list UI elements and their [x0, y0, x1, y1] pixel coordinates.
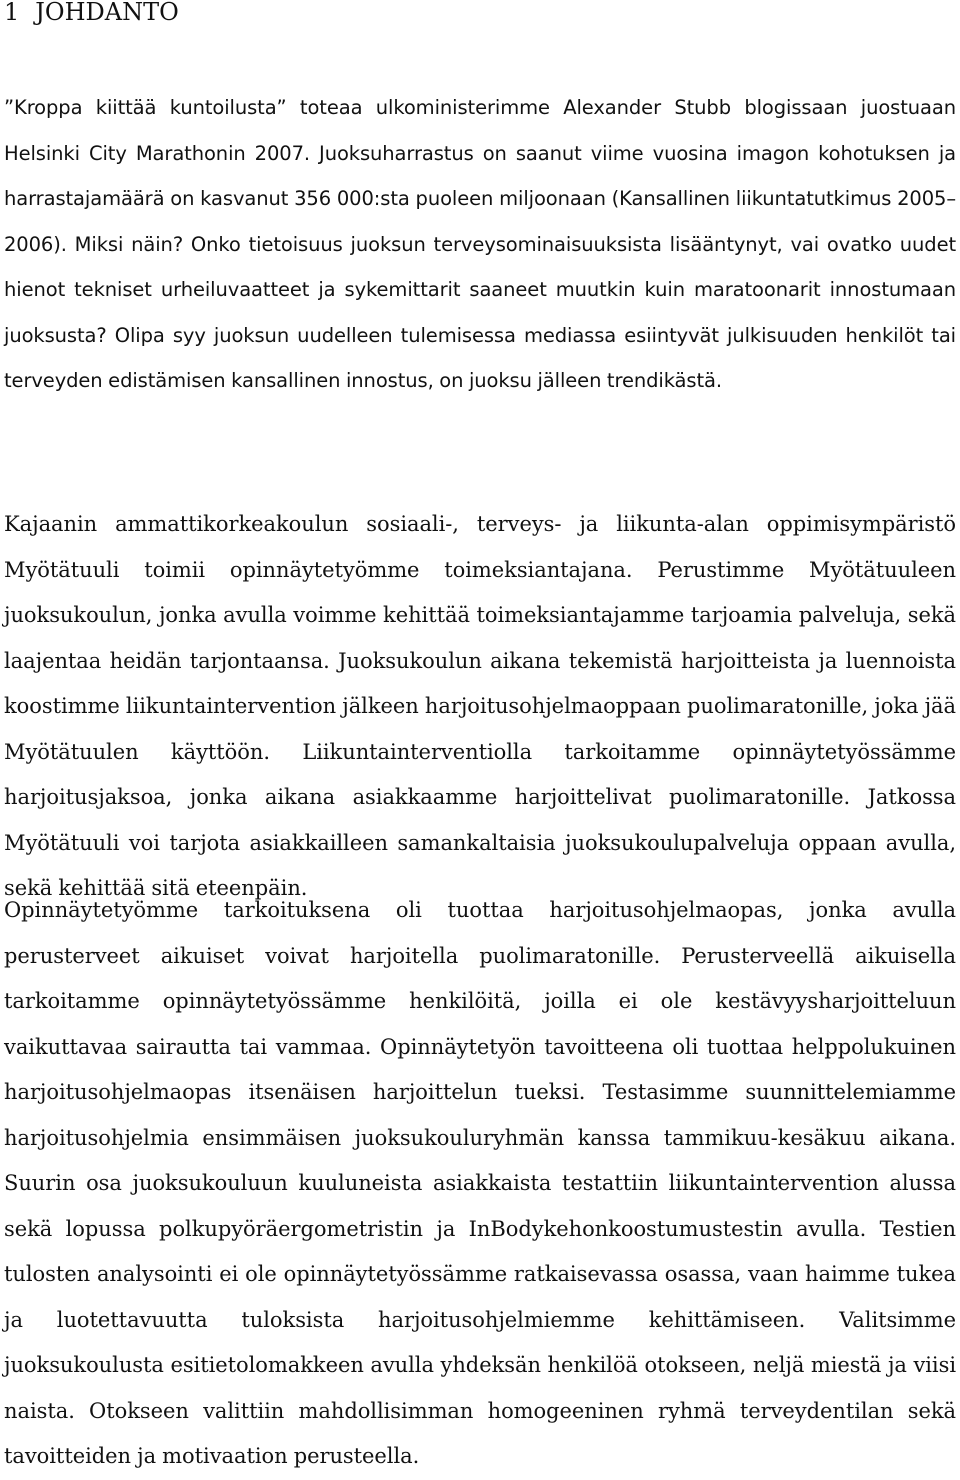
- paragraph-intro-sentence-b: Onko tietoisuus juoksun terveysominaisuuksista lisääntynyt, vai ovatko uudet hienot tekniset urheiluvaatteet ja sykemittarit saaneet muutkin kuin maratoonarit innostumaan juoksusta?: [4, 232, 957, 347]
- section-heading: [4, 0, 179, 28]
- section-title: JOHDANTO: [35, 0, 179, 26]
- paragraph-intro-sentence-a: ”Kroppa kiittää kuntoilusta” toteaa ulkoministerimme Alexander Stubb blogissaan juostuaan Helsinki City Marathonin 2007. Juoksuharrastus on saanut viime vuosina imagon kohotuksen ja harrastajamäärä on kasvanut 356 000:sta puoleen miljoonaan (Kansallinen liikuntatutkimus 2005–2006). Miksi näin?: [4, 96, 956, 256]
- paragraph-intro: [4, 85, 956, 404]
- paragraph-commissioner: Kajaanin ammattikorkeakoulun sosiaali-, terveys- ja liikunta-alan oppimisympäristö Myötätuuli toimii opinnäytetyömme toimeksiantajana. Perustimme Myötätuuleen juoksukoulun, jonka avulla voimme kehittää toimeksiantajamme tarjoamia palveluja, sekä laajentaa heidän tarjontaansa. Juoksukoulun aikana tekemistä harjoitteista ja luennoista koostimme liikuntaintervention jälkeen harjoitusohjelmaoppaan puolimaratonille, joka jää Myötätuulen käyttöön. Liikuntainterventiolla tarkoitamme opinnäytetyössämme harjoitusjaksoa, jonka aikana asiakkaamme harjoittelivat puolimaratonille. Jatkossa Myötätuuli voi tarjota asiakkailleen samankaltaisia juoksukoulupalveluja oppaan avulla, sekä kehittää sitä eteenpäin.: [4, 512, 956, 900]
- paragraph-intro-sentence-c: Olipa syy juoksun uudelleen tulemisessa mediassa esiintyvät julkisuuden henkilöt tai terveyden edistämisen kansallinen innostus, on juoksu jälleen trendikästä.: [4, 323, 956, 392]
- paragraph-purpose: Opinnäytetyömme tarkoituksena oli tuottaa harjoitusohjelmaopas, jonka avulla perusterveet aikuiset voivat harjoitella puolimaratonille. Perusterveellä aikuisella tarkoitamme opinnäytetyössämme henkilöitä, joilla ei ole kestävyysharjoitteluun vaikuttavaa sairautta tai vammaa. Opinnäytetyön tavoitteena oli tuottaa helppolukuinen harjoitusohjelmaopas itsenäisen harjoittelun tueksi. Testasimme suunnittelemiamme harjoitusohjelmia ensimmäisen juoksukouluryhmän kanssa tammikuu-kesäkuu aikana. Suurin osa juoksukouluun kuuluneista asiakkaista testattiin liikuntaintervention alussa sekä lopussa polkupyöräergometristin ja InBodykehonkoostumustestin avulla. Testien tulosten analysointi ei ole opinnäytetyössämme ratkaisevassa osassa, vaan haimme tukea ja luotettavuutta tuloksista harjoitusohjelmiemme kehittämiseen. Valitsimme juoksukoulusta esitietolomakkeen avulla yhdeksän henkilöä otokseen, neljä miestä ja viisi naista. Otokseen valittiin mahdollisimman homogeeninen ryhmä terveydentilan sekä tavoitteiden ja motivaation perusteella.: [4, 898, 956, 1468]
- section-number: 1: [4, 0, 20, 26]
